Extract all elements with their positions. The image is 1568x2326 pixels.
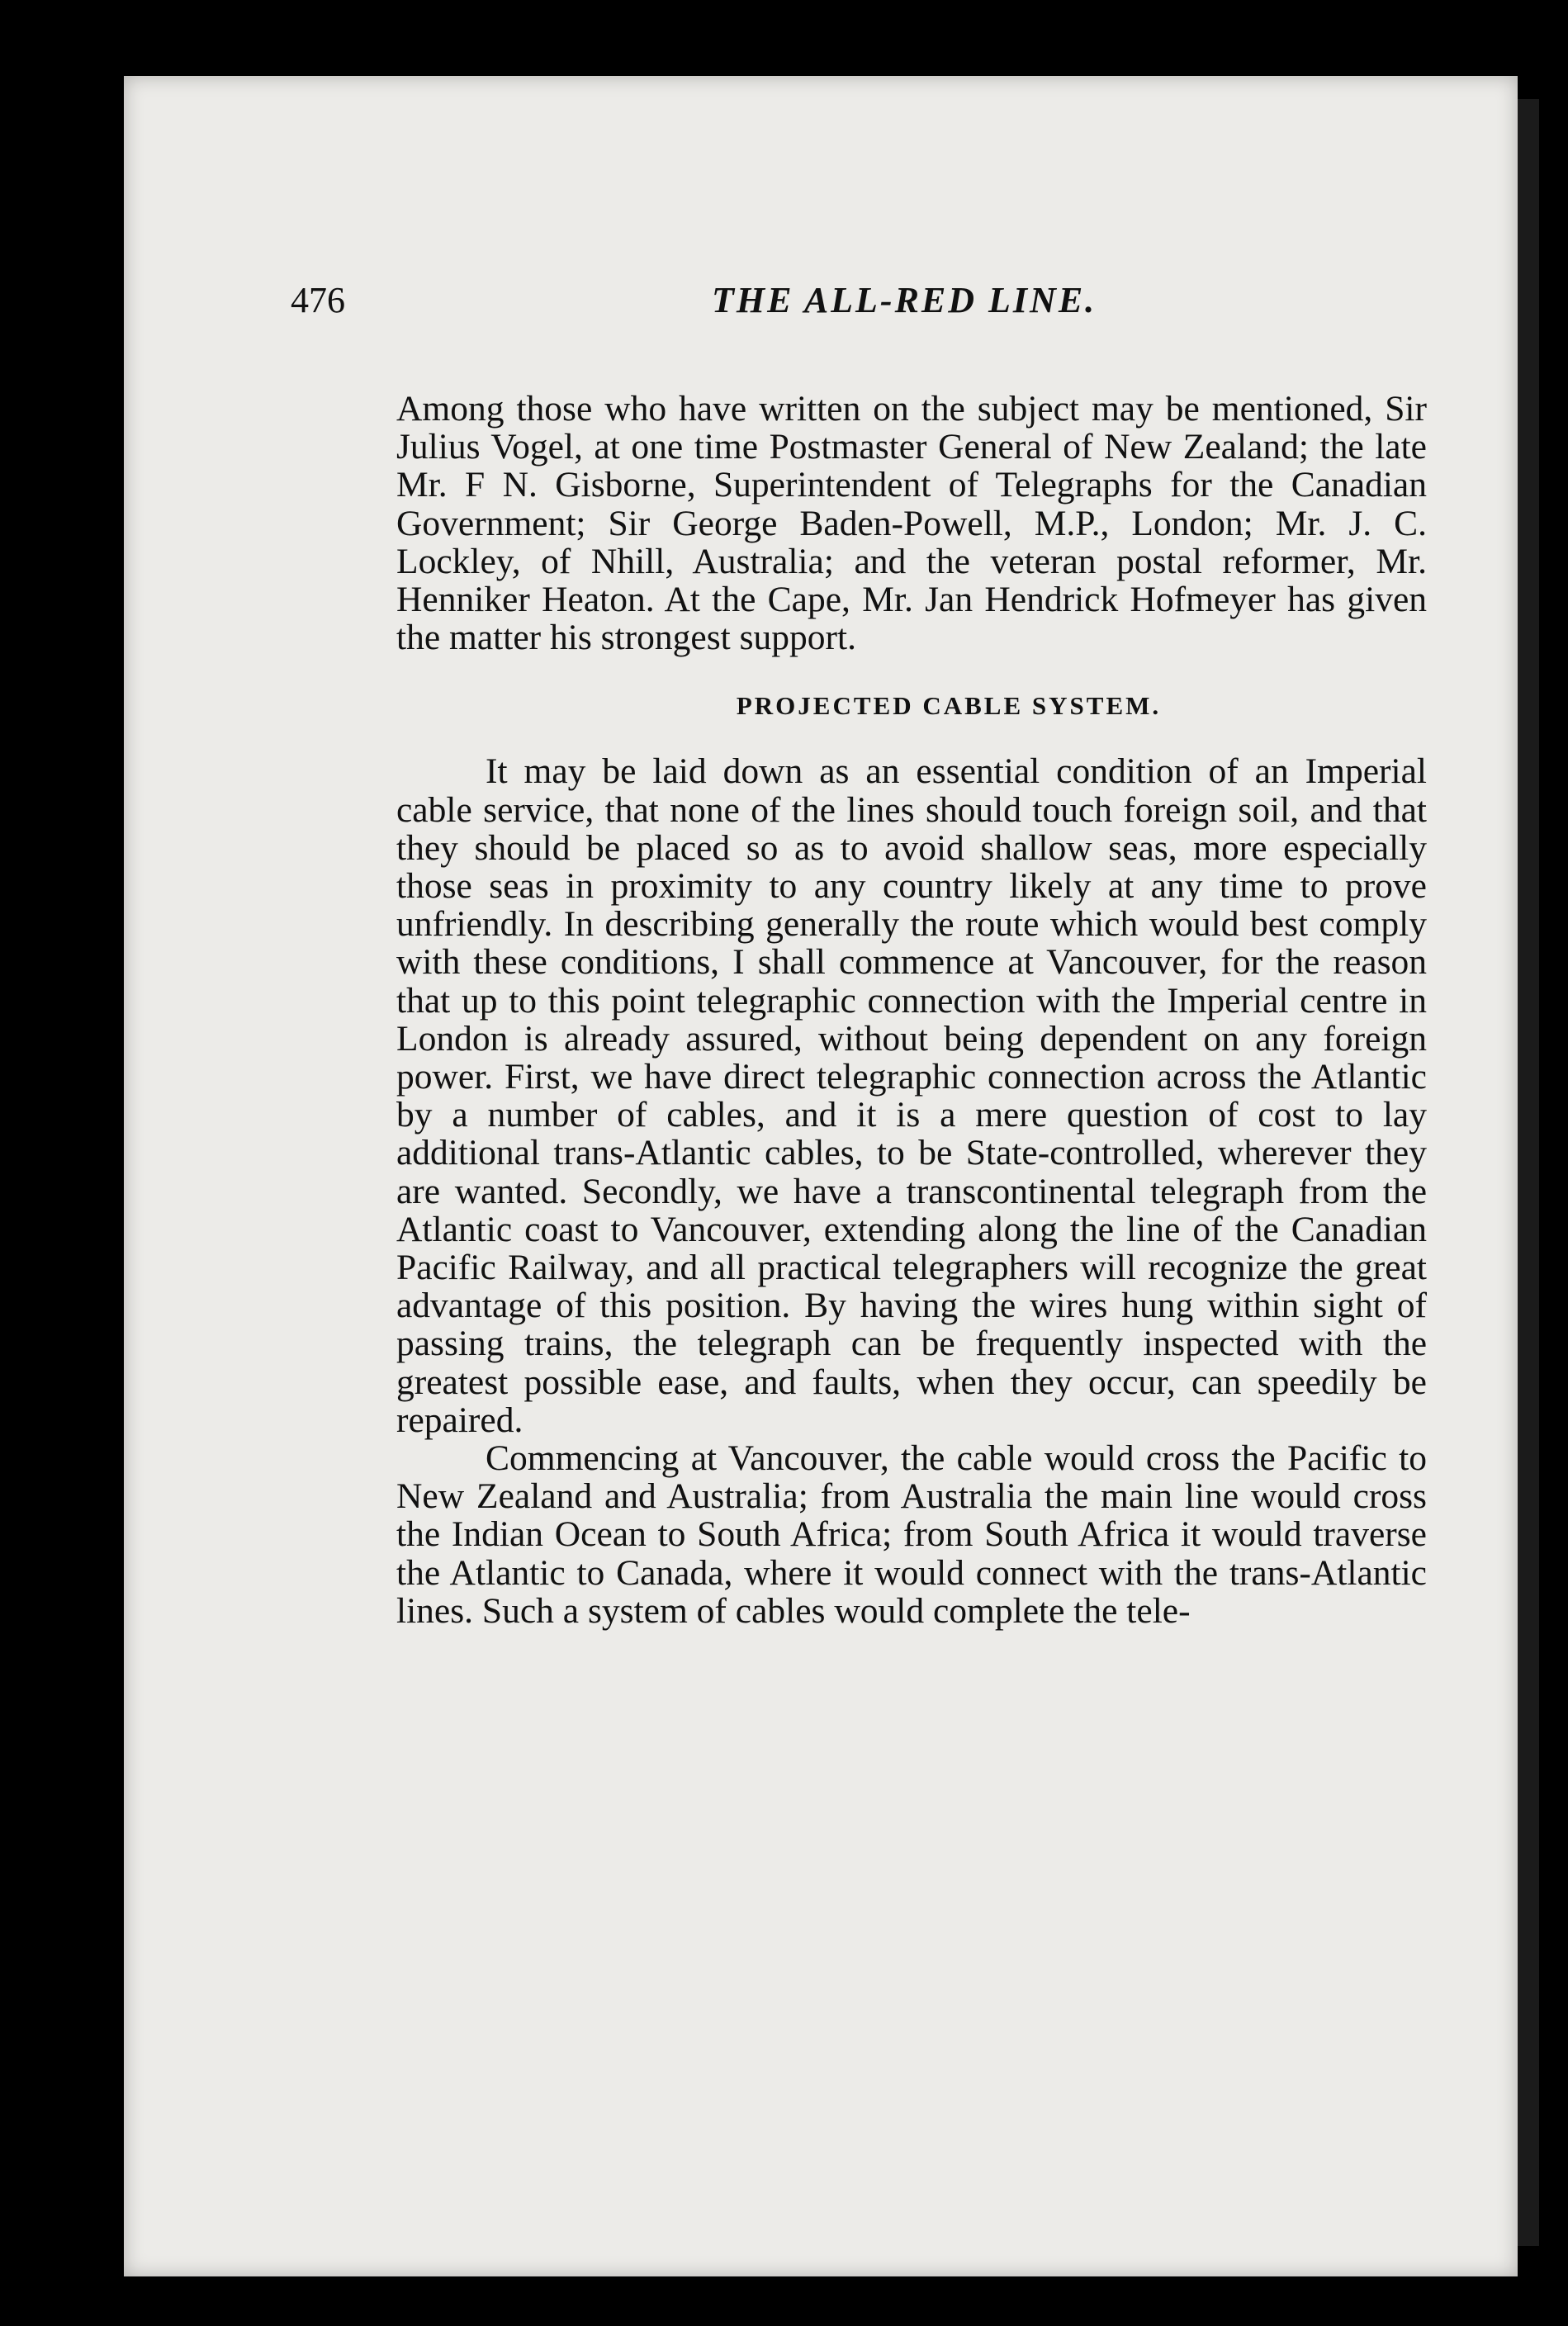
running-title: THE ALL-RED LINE.	[712, 280, 1097, 320]
body-text	[396, 390, 1427, 1630]
page-number: 476	[291, 280, 345, 320]
paragraph-authors: Among those who have written on the subject may be mentioned, Sir Julius Vogel, at one time Postmaster General of New Zealand; the late Mr. F N. Gisborne, Superintendent of Telegraphs for the Canadian Government; Sir George Baden-Powell, M.P., London; Mr. J. C. Lockley, of Nhill, Australia; and the veteran postal reformer, Mr. Henniker Heaton. At the Cape, Mr. Jan Hendrick Hofmeyer has given the matter his strongest support.	[396, 389, 1427, 658]
running-header	[291, 279, 1447, 329]
section-heading: PROJECTED CABLE SYSTEM.	[736, 691, 1162, 721]
page-edge-shadow	[1518, 99, 1539, 2246]
paragraph-route-conditions: It may be laid down as an essential condition of an Imperial cable service, that none of the lines should touch foreign soil, and that they should be placed so as to avoid shallow seas, more especially those seas in proximity to any country likely at any time to prove unfriendly. In describing generally the route which would best comply with these conditions, I shall commence at Vancouver, for the reason that up to this point telegraphic connection with the Imperial centre in London is already assured, without being dependent on any foreign power. First, we have direct telegraphic connection across the Atlantic by a number of cables, and it is a mere question of cost to lay additional trans-Atlantic cables, to be State-controlled, wherever they are wanted. Secondly, we have a transcontinental telegraph from the Atlantic coast to Vancouver, extending along the line of the Canadian Pacific Railway, and all practical telegraphers will recognize the great advantage of this position. By having the wires hung within sight of passing trains, the telegraph can be frequently inspected with the greatest possible ease, and faults, when they occur, can speedily be repaired.	[396, 751, 1427, 1440]
paragraph-cable-route: Commencing at Vancouver, the cable would cross the Pacific to New Zealand and Australia; from Australia the main line would cross the Indian Ocean to South Africa; from South Africa it would traverse the Atlantic to Canada, where it would connect with the trans-Atlantic lines. Such a system of cables would complete the tele-	[396, 1438, 1427, 1631]
